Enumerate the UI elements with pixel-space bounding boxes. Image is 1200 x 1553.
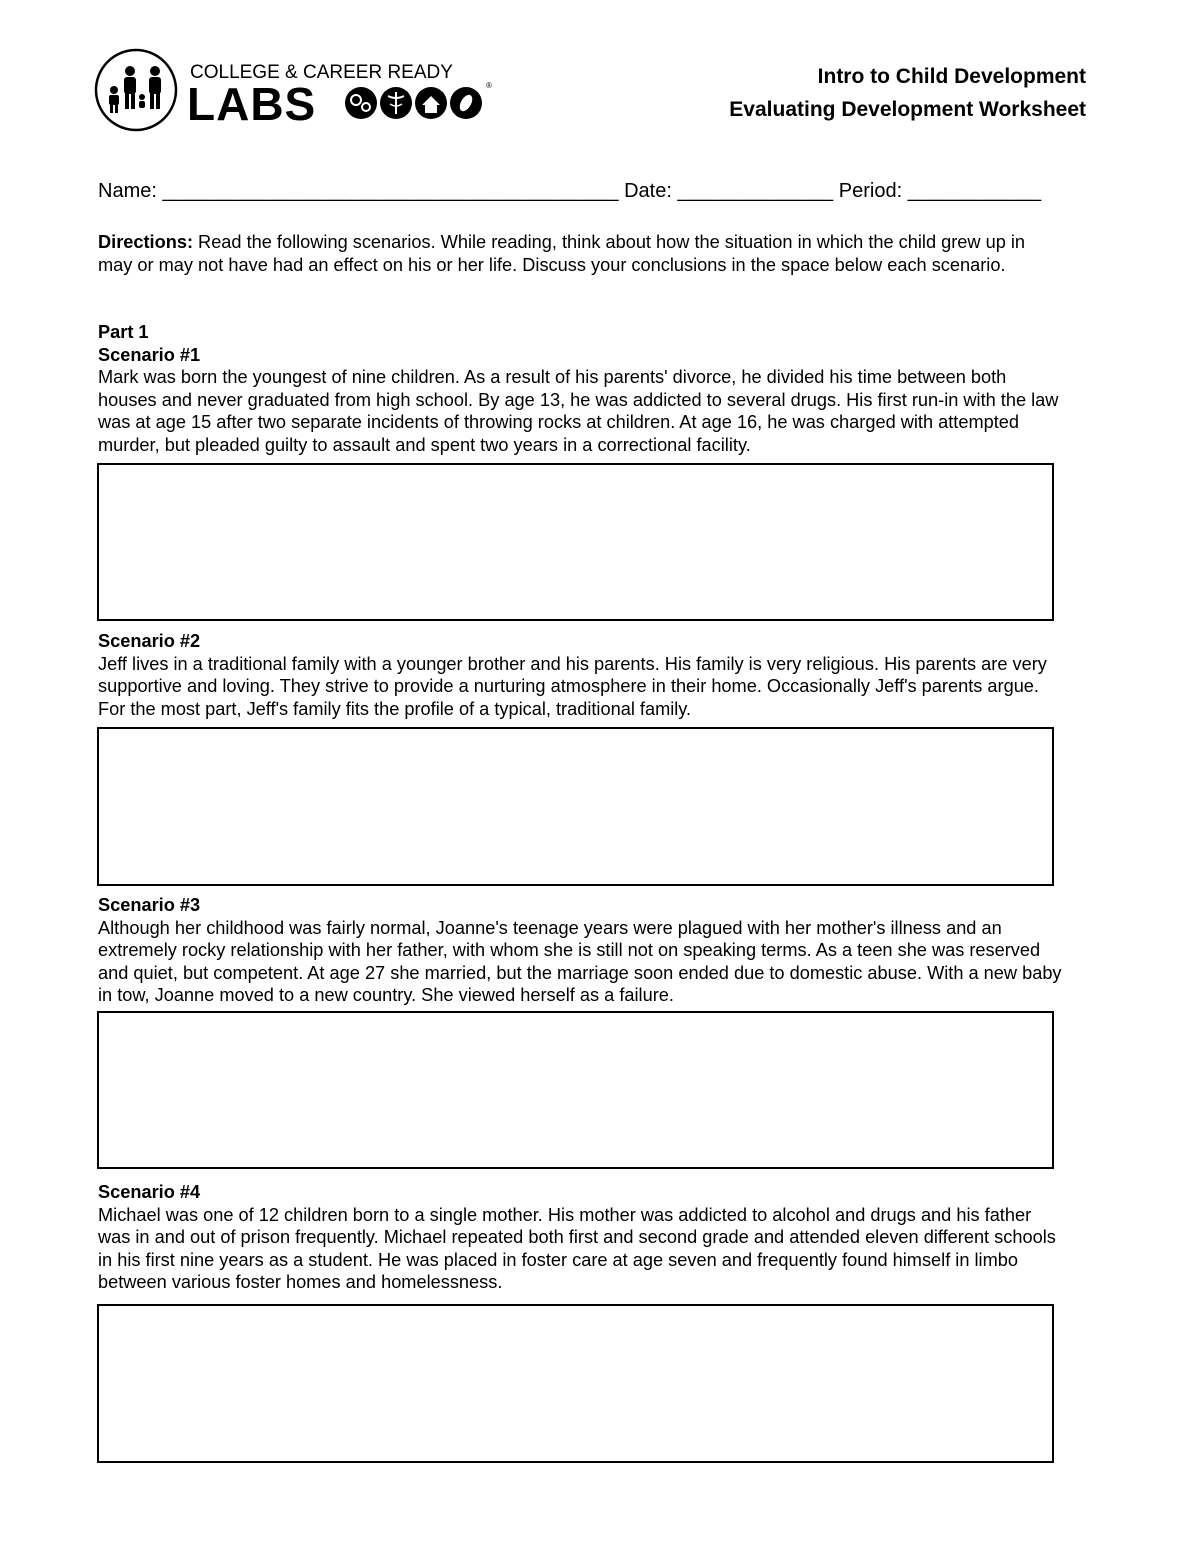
caduceus-icon: [380, 87, 412, 119]
registered-mark: ®: [486, 81, 492, 90]
people-icon: [486, 90, 502, 106]
scenario-4-answer-box[interactable]: [97, 1304, 1054, 1463]
scenario-3-answer-box[interactable]: [97, 1011, 1054, 1169]
leaf-icon: [450, 87, 482, 119]
directions-text: Read the following scenarios. While reading, think about how the situation in which the child grew up in may or may not have had an effect on his or her life. Discuss your conclusions in the space below each scenario.: [98, 232, 1026, 275]
scenario-title: Scenario #1: [98, 344, 201, 365]
period-field[interactable]: ____________: [907, 180, 1042, 202]
scenario-text: Although her childhood was fairly normal, Joanne's teenage years were plagued with her mother's illness and an extremely rocky relationship with her father, with whom she is still not on speaking terms. As a teen she was reserved and quiet, but competent. At age 27 she married, but the marriage soon ended due to domestic abuse. With a new baby in tow, Joanne moved to a new country. She viewed herself as a failure.: [98, 917, 1062, 1006]
scenario-4: [98, 1181, 1063, 1294]
logo-graphic: [94, 48, 504, 134]
part-label: Part 1: [98, 322, 149, 342]
scenario-text: Jeff lives in a traditional family with a younger brother and his parents. His family is very religious. His parents are very supportive and loving. They strive to provide a nurturing atmosphere in their home. Occasionally Jeff's parents argue. For the most part, Jeff's family fits the profile of a typical, traditional family.: [98, 653, 1047, 719]
scenario-2-answer-box[interactable]: [97, 727, 1054, 886]
course-title: Intro to Child Development: [817, 65, 1086, 88]
worksheet-title: Evaluating Development Worksheet: [729, 98, 1086, 121]
scenario-1: [98, 321, 1063, 457]
house-icon: [415, 87, 447, 119]
family-icon: [96, 50, 176, 130]
scenario-title: Scenario #2: [98, 631, 201, 651]
scenario-text: Michael was one of 12 children born to a single mother. His mother was addicted to alcohol and drugs and his father was in and out of prison frequently. Michael repeated both first and second grade and attended eleven different schools in his first nine years as a student. He was placed in foster care at age seven and frequently found himself in limbo between various foster homes and homelessness.: [98, 1204, 1056, 1293]
directions: [98, 231, 1063, 276]
scenario-text: Mark was born the youngest of nine children. As a result of his parents' divorce, he divided his time between both houses and never graduated from high school. By age 13, he was addicted to several drugs. His first run-in with the law was at age 15 after two separate incidents of throwing rocks at children. At age 16, he was charged with attempted murder, but pleaded guilty to assault and spent two years in a correctional facility.: [98, 367, 1059, 455]
period-label: Period:: [838, 180, 903, 202]
name-field[interactable]: _________________________________________: [162, 180, 619, 202]
scenario-title: Scenario #4: [98, 1182, 201, 1202]
college-career-ready-labs-logo: [94, 48, 504, 134]
scenario-3: [98, 894, 1063, 1007]
worksheet-header: [729, 60, 1086, 126]
date-field[interactable]: ______________: [677, 180, 834, 202]
logo-line1: COLLEGE & CAREER READY: [190, 62, 453, 83]
directions-label: Directions:: [98, 232, 193, 252]
name-label: Name:: [98, 180, 157, 202]
scenario-1-answer-box[interactable]: [97, 463, 1054, 621]
scenario-2: [98, 630, 1063, 720]
logo-line2: LABS: [187, 78, 317, 130]
scenario-title: Scenario #3: [98, 895, 201, 915]
gears-icon: [345, 87, 377, 119]
date-label: Date:: [624, 180, 672, 202]
student-info-line: [98, 180, 1041, 203]
